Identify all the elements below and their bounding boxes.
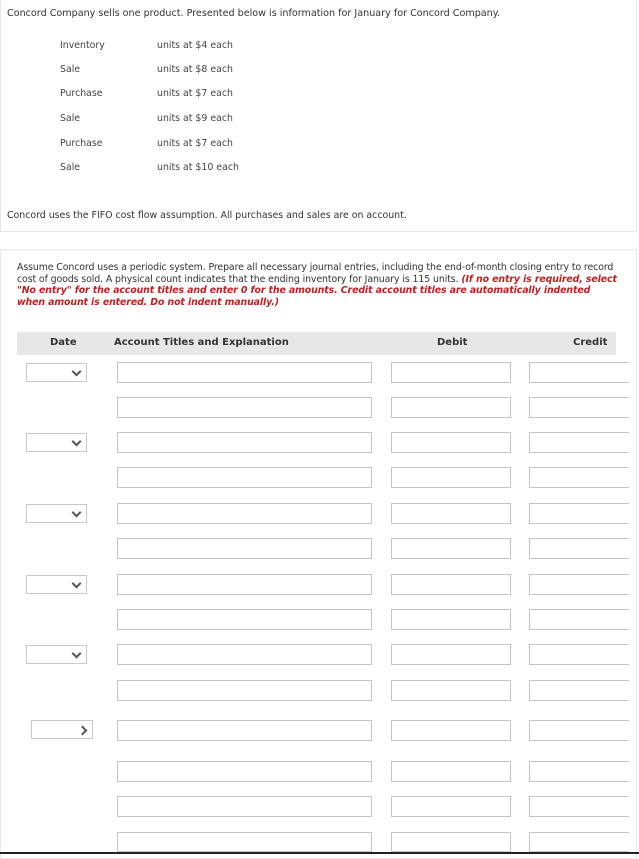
account-column-header: Account Titles and Explanation bbox=[114, 337, 289, 348]
credit-input[interactable] bbox=[529, 720, 629, 741]
credit-input[interactable] bbox=[529, 503, 629, 524]
account-title-input[interactable] bbox=[117, 761, 372, 782]
transaction-desc: units at $7 each bbox=[157, 88, 233, 99]
transaction-desc: units at $4 each bbox=[157, 40, 233, 51]
transaction-type: Sale bbox=[60, 113, 81, 124]
instructions-note: (If no entry is required, select "No entry" for the account titles and enter 0 for the amounts. Credit account titles are automatically indented when amount is entered. Do not indent manually.) bbox=[17, 273, 617, 308]
account-title-input[interactable] bbox=[117, 644, 372, 665]
credit-input[interactable] bbox=[529, 467, 629, 488]
transaction-type: Purchase bbox=[60, 88, 103, 99]
debit-column-header: Debit bbox=[437, 337, 468, 348]
account-title-input[interactable] bbox=[117, 680, 372, 701]
chevron-down-icon bbox=[72, 367, 82, 377]
transaction-type: Inventory bbox=[60, 40, 105, 51]
account-title-input[interactable] bbox=[117, 362, 372, 383]
date-select[interactable] bbox=[26, 363, 87, 382]
transaction-desc: units at $10 each bbox=[157, 162, 239, 173]
debit-input[interactable] bbox=[391, 362, 511, 383]
credit-input[interactable] bbox=[529, 362, 629, 383]
transaction-row bbox=[0, 88, 300, 104]
debit-input[interactable] bbox=[391, 720, 511, 741]
transaction-row bbox=[0, 113, 300, 129]
date-select[interactable] bbox=[26, 433, 87, 452]
transaction-desc: units at $9 each bbox=[157, 113, 233, 124]
transaction-type: Sale bbox=[60, 162, 81, 173]
account-title-input[interactable] bbox=[117, 574, 372, 595]
account-title-input[interactable] bbox=[117, 796, 372, 817]
date-select[interactable] bbox=[26, 504, 87, 523]
intro-text: Concord Company sells one product. Presented below is information for January for Concord Company. bbox=[7, 8, 501, 19]
account-title-input[interactable] bbox=[117, 432, 372, 453]
debit-input[interactable] bbox=[391, 609, 511, 630]
debit-input[interactable] bbox=[391, 503, 511, 524]
transaction-type: Purchase bbox=[60, 138, 103, 149]
journal-table-header bbox=[17, 332, 616, 355]
date-select[interactable] bbox=[31, 720, 93, 739]
date-select[interactable] bbox=[26, 645, 87, 664]
chevron-down-icon bbox=[72, 437, 82, 447]
debit-input[interactable] bbox=[391, 397, 511, 418]
credit-input[interactable] bbox=[529, 680, 629, 701]
chevron-right-icon bbox=[78, 726, 88, 736]
debit-input[interactable] bbox=[391, 574, 511, 595]
debit-input[interactable] bbox=[391, 832, 511, 852]
chevron-down-icon bbox=[72, 508, 82, 518]
transaction-desc: units at $7 each bbox=[157, 138, 233, 149]
debit-input[interactable] bbox=[391, 680, 511, 701]
date-column-header: Date bbox=[50, 337, 77, 348]
debit-input[interactable] bbox=[391, 432, 511, 453]
transaction-desc: units at $8 each bbox=[157, 64, 233, 75]
date-select[interactable] bbox=[26, 575, 87, 594]
credit-column-header: Credit bbox=[573, 337, 608, 348]
credit-input[interactable] bbox=[529, 832, 629, 852]
credit-input[interactable] bbox=[529, 761, 629, 782]
instructions-main: Assume Concord uses a periodic system. Prepare all necessary journal entries, including the end-of-month closing entry to record cost of goods sold. A physical count indicates that the ending inventory for January is 115 units. bbox=[17, 262, 614, 285]
transaction-type: Sale bbox=[60, 64, 81, 75]
credit-input[interactable] bbox=[529, 609, 629, 630]
debit-input[interactable] bbox=[391, 644, 511, 665]
debit-input[interactable] bbox=[391, 538, 511, 559]
credit-input[interactable] bbox=[529, 397, 629, 418]
credit-input[interactable] bbox=[529, 538, 629, 559]
debit-input[interactable] bbox=[391, 796, 511, 817]
account-title-input[interactable] bbox=[117, 538, 372, 559]
debit-input[interactable] bbox=[391, 467, 511, 488]
account-title-input[interactable] bbox=[117, 832, 372, 852]
debit-input[interactable] bbox=[391, 761, 511, 782]
account-title-input[interactable] bbox=[117, 609, 372, 630]
account-title-input[interactable] bbox=[117, 503, 372, 524]
account-title-input[interactable] bbox=[117, 720, 372, 741]
credit-input[interactable] bbox=[529, 796, 629, 817]
transaction-row bbox=[0, 64, 300, 80]
account-title-input[interactable] bbox=[117, 397, 372, 418]
instructions bbox=[17, 262, 617, 308]
credit-input[interactable] bbox=[529, 644, 629, 665]
chevron-down-icon bbox=[72, 579, 82, 589]
transaction-row bbox=[0, 162, 300, 178]
credit-input[interactable] bbox=[529, 574, 629, 595]
credit-input[interactable] bbox=[529, 432, 629, 453]
transaction-row bbox=[0, 40, 300, 56]
transaction-row bbox=[0, 138, 300, 154]
account-title-input[interactable] bbox=[117, 467, 372, 488]
chevron-down-icon bbox=[72, 649, 82, 659]
fifo-text: Concord uses the FIFO cost flow assumption. All purchases and sales are on account. bbox=[7, 210, 407, 221]
